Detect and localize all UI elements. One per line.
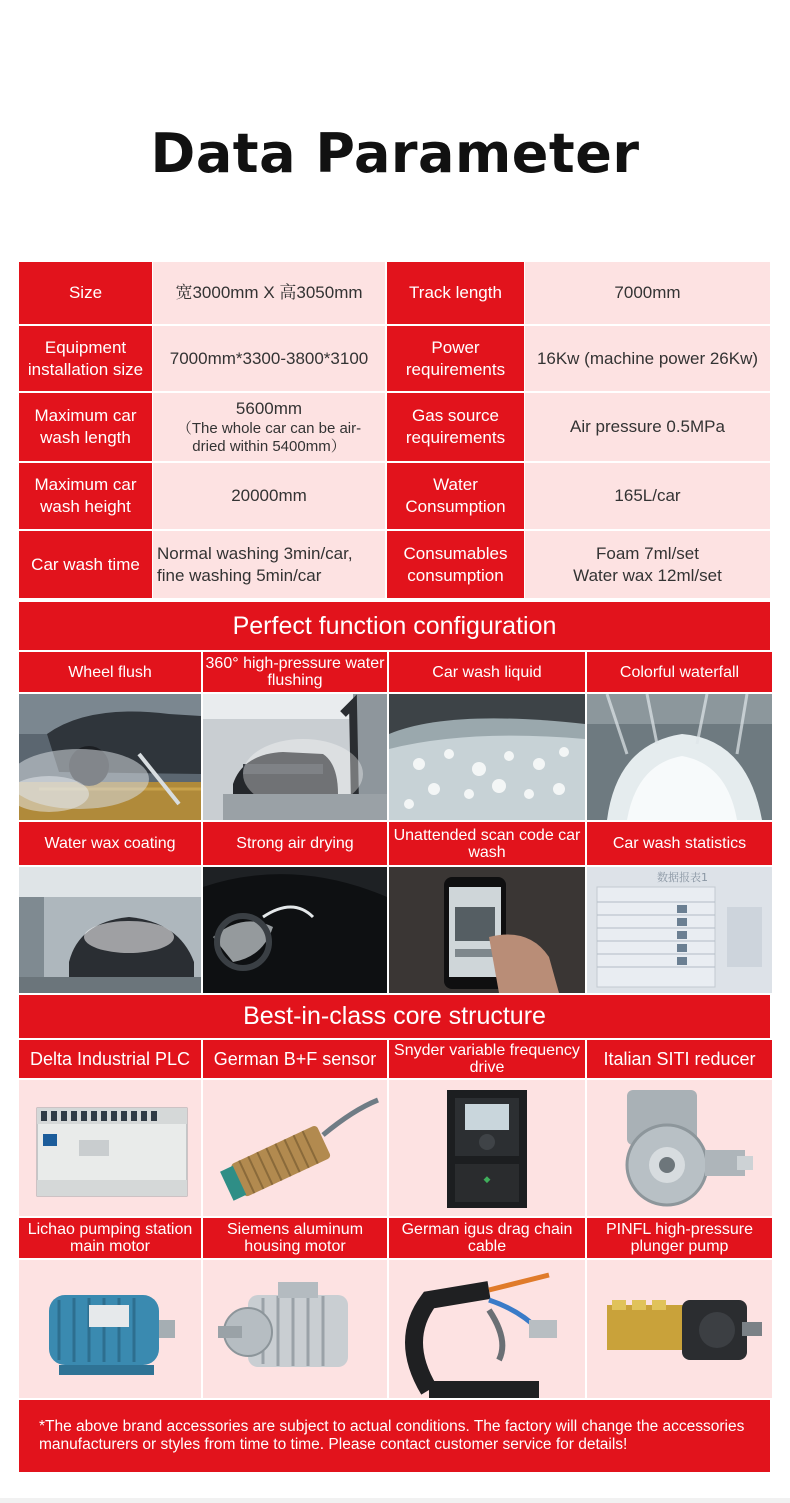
table-row	[19, 393, 770, 463]
svg-text:◆: ◆	[483, 1175, 491, 1185]
function-label: Car wash liquid	[389, 652, 585, 692]
function-label: Colorful waterfall	[587, 652, 772, 692]
water-wax-coating-photo	[19, 867, 201, 993]
statistics-screen-photo	[587, 867, 772, 993]
footnote: *The above brand accessories are subject to actual conditions. The factory will change the accessories manufacturers or styles from time to time. Please contact customer service for details!	[19, 1400, 770, 1472]
param-label: Track length	[385, 262, 524, 324]
function-label-row	[19, 652, 770, 692]
param-label: Equipment installation size	[19, 326, 152, 391]
param-value: 7000mm	[524, 262, 770, 324]
param-value	[524, 531, 770, 598]
param-label: Water Consumption	[385, 463, 524, 529]
scan-code-phone-photo	[389, 867, 585, 993]
colorful-waterfall-photo	[587, 694, 772, 820]
car-wash-liquid-photo	[389, 694, 585, 820]
structure-label: Siemens aluminum housing motor	[203, 1218, 387, 1258]
param-value-line: Water wax 12ml/set	[573, 565, 722, 585]
plunger-pump-photo	[587, 1260, 772, 1398]
table-row	[19, 262, 770, 326]
param-label: Power requirements	[385, 326, 524, 391]
structure-label-row	[19, 1040, 770, 1078]
function-label: Water wax coating	[19, 822, 201, 865]
stats-screen-title: 数据报表1	[657, 871, 708, 884]
function-label: Wheel flush	[19, 652, 201, 692]
param-label: Maximum car wash height	[19, 463, 152, 529]
function-label: 360° high-pressure water flushing	[203, 652, 387, 692]
param-value: 165L/car	[524, 463, 770, 529]
structure-label: Lichao pumping station main motor	[19, 1218, 201, 1258]
page-title: Data Parameter	[150, 122, 640, 185]
structure-label: Italian SITI reducer	[587, 1040, 772, 1078]
param-label: Size	[19, 262, 152, 324]
function-photo-row	[19, 694, 770, 820]
structure-label: PINFL high-pressure plunger pump	[587, 1218, 772, 1258]
structure-label: Delta Industrial PLC	[19, 1040, 201, 1078]
param-label: Car wash time	[19, 531, 152, 598]
param-value: 20000mm	[152, 463, 385, 529]
param-value	[152, 393, 385, 461]
function-label: Strong air drying	[203, 822, 387, 865]
param-value: 宽3000mm X 高3050mm	[152, 262, 385, 324]
sensor-photo	[203, 1080, 387, 1216]
structure-label: German igus drag chain cable	[389, 1218, 585, 1258]
parameter-table	[19, 262, 770, 598]
param-value: 16Kw (machine power 26Kw)	[524, 326, 770, 391]
functions-heading: Perfect function configuration	[19, 602, 770, 650]
air-drying-photo	[203, 867, 387, 993]
plc-photo	[19, 1080, 201, 1216]
reducer-photo	[587, 1080, 772, 1216]
aluminum-motor-photo	[203, 1260, 387, 1398]
param-value	[152, 531, 385, 598]
param-value-note: （The whole car can be air-dried within 5400mm）	[176, 420, 362, 455]
structure-label: Snyder variable frequency drive	[389, 1040, 585, 1078]
table-row	[19, 531, 770, 598]
structure-heading: Best-in-class core structure	[19, 995, 770, 1038]
vfd-photo	[389, 1080, 585, 1216]
drag-chain-photo	[389, 1260, 585, 1398]
param-value: Air pressure 0.5MPa	[524, 393, 770, 461]
table-row	[19, 463, 770, 531]
param-label: Consumables consumption	[385, 531, 524, 598]
structure-photo-row	[19, 1080, 770, 1216]
function-photo-row	[19, 867, 770, 993]
param-value-main: 5600mm	[235, 399, 303, 418]
structure-label: German B+F sensor	[203, 1040, 387, 1078]
param-label: Gas source requirements	[385, 393, 524, 461]
function-label-row	[19, 822, 770, 865]
table-row	[19, 326, 770, 393]
wheel-flush-photo	[19, 694, 201, 820]
bottom-divider	[0, 1498, 790, 1503]
param-value-line: fine washing 5min/car	[157, 565, 322, 585]
high-pressure-flushing-photo	[203, 694, 387, 820]
motor-photo	[19, 1260, 201, 1398]
param-label: Maximum car wash length	[19, 393, 152, 461]
function-label: Car wash statistics	[587, 822, 772, 865]
param-value-line: Foam 7ml/set	[596, 543, 699, 563]
structure-label-row	[19, 1218, 770, 1258]
param-value-line: Normal washing 3min/car,	[157, 543, 353, 563]
param-value: 7000mm*3300-3800*3100	[152, 326, 385, 391]
structure-photo-row	[19, 1260, 770, 1398]
function-label: Unattended scan code car wash	[389, 822, 585, 865]
